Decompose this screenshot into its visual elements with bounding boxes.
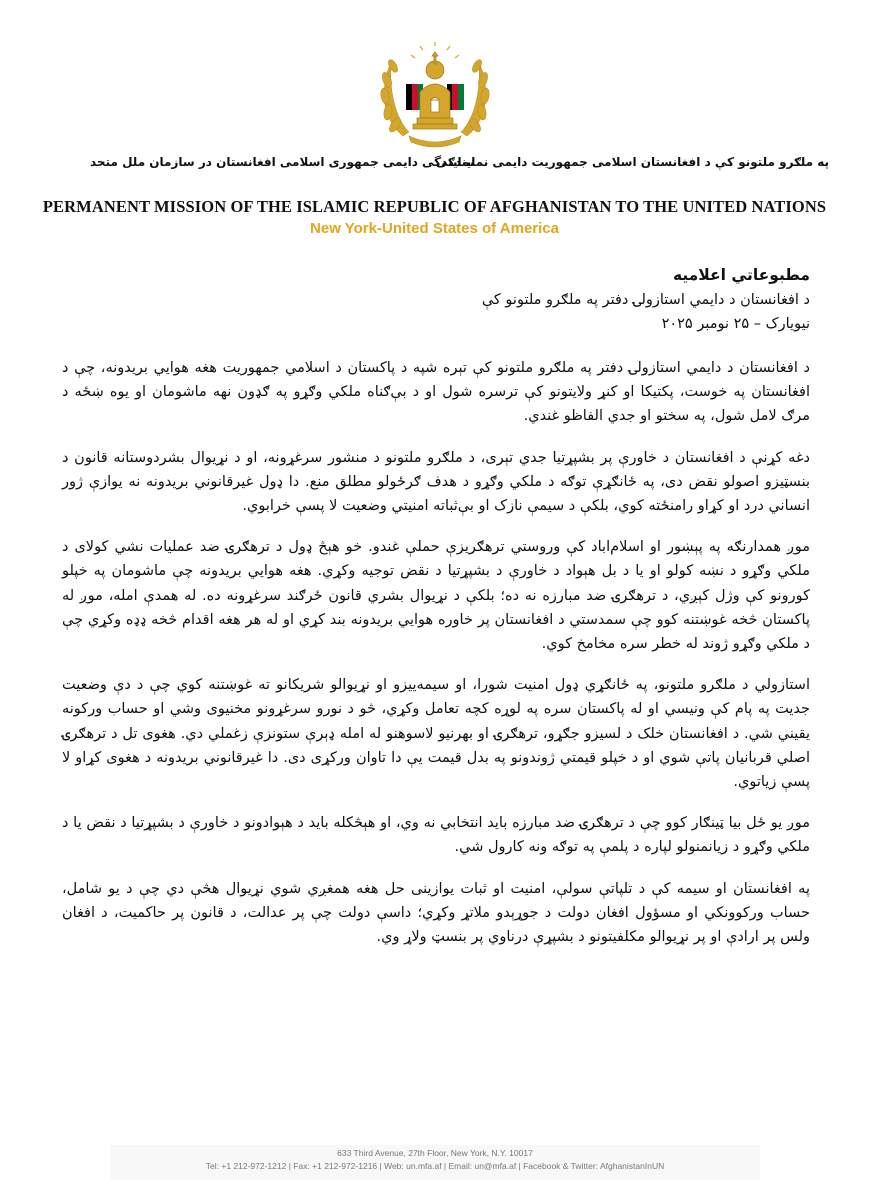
mission-location: New York-United States of America <box>310 220 559 237</box>
paragraph-2: دغه کړنې د افغانستان د خاورې پر بشپړتيا جدي تېری، د ملګرو ملتونو د منشور سرغړونه، او د نړيوال بشردوستانه قانون د بنسټيزو اصولو نقض دی، په ځانګړې توګه د ملکي وګړو د هدف ګرځولو مطلق منع. دا ډول غيرقانوني بريدونه نه يوازې ژور انساني درد او کړاو رامنځته کوي، بلکې د سيمې نازک او بې‌ثباته امنيتي وضعيت لا پسې خرابوي. <box>62 449 810 515</box>
mission-title: PERMANENT MISSION OF THE ISLAMIC REPUBLIC OF AFGHANISTAN TO THE UNITED NATIONS <box>42 197 827 216</box>
dateline: نيويارک – ۲۵ نومبر ۲۰۲۵ <box>661 316 810 332</box>
paragraph-5: موږ يو ځل بيا ټينګار کوو چې د ترهګرۍ ضد مبارزه بايد انتخابي نه وي، او هېڅکله بايد د هېوادونو د خاورې د بشپړتيا د نقض يا د ملکي وګړو د زيانمنولو لپاره د پلمې په توګه ونه کارول شي. <box>62 815 810 856</box>
paragraph-1: د افغانستان د دايمي استازولۍ دفتر په ملګرو ملتونو کې تېره شپه د پاکستان د اسلامي جمهوريت هغه هوايي بريدونه، چې د افغانستان په خوست، پکتيکا او کنړ ولايتونو کې ترسره شول او د بې‌ګناه ملکي وګړو په ګډون نهه ماشومان او يوه ښځه د مرګ لامل شول، په سختو او جدي الفاظو غندي. <box>62 360 810 425</box>
afghanistan-emblem-icon <box>373 40 497 152</box>
dari-mission-name: نمایندگی دایمی جمهوری اسلامی افغانستان در سازمان ملل متحد <box>90 155 475 169</box>
paragraph-4: استازولي د ملګرو ملتونو، په ځانګړي ډول امنيت شورا، او سيمه‌ييزو او نړيوالو شريکانو ته غوښتنه کوي چې د دې وضعيت جديت په پام کې ونيسي او له پاکستان سره په لوړه کچه تعامل وکړي، څو د نورو سرغړونو مخنيوی وشي او حساب ورکونه يقيني شي. د افغانستان خلک د لسيزو جګړو، ترهګرۍ او بهرنيو لاسوهنو له امله ډېرې ستونزې زغملي دي. هغوی تل د ترهګرۍ اصلي قربانيان پاتې شوي او د خپلو قيمتي ژوندونو په بدل قيمت يې دا تاوان ورکړی دی. دا غيرقانوني بريدونه د هغوی کړاو لا پسې زياتوي. <box>62 677 810 791</box>
paragraph-6: په افغانستان او سيمه کې د تلپاتې سولې، امنيت او ثبات يوازينی حل هغه همغږي شوي نړيوال هڅې دي چې د يو شامل، حساب ورکوونکي او مسؤول افغان دولت د جوړېدو ملاتړ وکړي؛ داسې دولت چې پر عدالت، د قانون پر حاکميت، د افغان ولس پر ارادې او پر نړيوالو مکلفيتونو د بشپړې درناوي پر بنسټ ولاړ وي. <box>62 880 810 946</box>
press-release-meta <box>62 262 810 336</box>
footer-contact: Tel: +1 212-972-1212 | Fax: +1 212-972-1216 | Web: un.mfa.af | Email: un@mfa.af | Facebook & Twitter: AfghanistanInUN <box>205 1161 665 1171</box>
pashto-mission-name: په ملګرو ملتونو کې د افغانستان اسلامی جمهوریت دایمی نمایندګی <box>435 155 829 169</box>
letterhead-bilingual-row <box>40 155 829 179</box>
issuing-office: د افغانستان د دايمي استازولۍ دفتر په ملګرو ملتونو کې <box>481 292 810 308</box>
letterhead-footer <box>110 1145 760 1180</box>
press-release-body <box>62 262 810 966</box>
paragraph-3: موږ همدارنګه په پېښور او اسلام‌اباد کې وروستي ترهګريزې حملې غندو. خو هېڅ ډول د ترهګرۍ ضد عمليات نشي کولای د ملکي وګړو د نښه کولو او يا د بل هېواد د خاورې د بشپړتيا د نقض توجيه وکړي. هغه هوايي بريدونه چې ماشومان په خپلو کورونو کې وژل کېږي، د ترهګرۍ ضد مبارزه نه ده؛ بلکې د نړيوال بشري قانون ځرګند سرغړونه ده. له همدې امله، موږ له پاکستان څخه غوښتنه کوو چې سمدستي د افغانستان پر خاوره هوايي بريدونه بند کړي او له هر هغه اقدام څخه ډډه وکړي چې د ملکي وګړو ژوند له خطر سره مخامخ کوي. <box>62 539 810 653</box>
footer-address: 633 Third Avenue, 27th Floor, New York, N.Y. 10017 <box>337 1148 533 1158</box>
press-release-heading: مطبوعاتي اعلاميه <box>672 266 810 284</box>
